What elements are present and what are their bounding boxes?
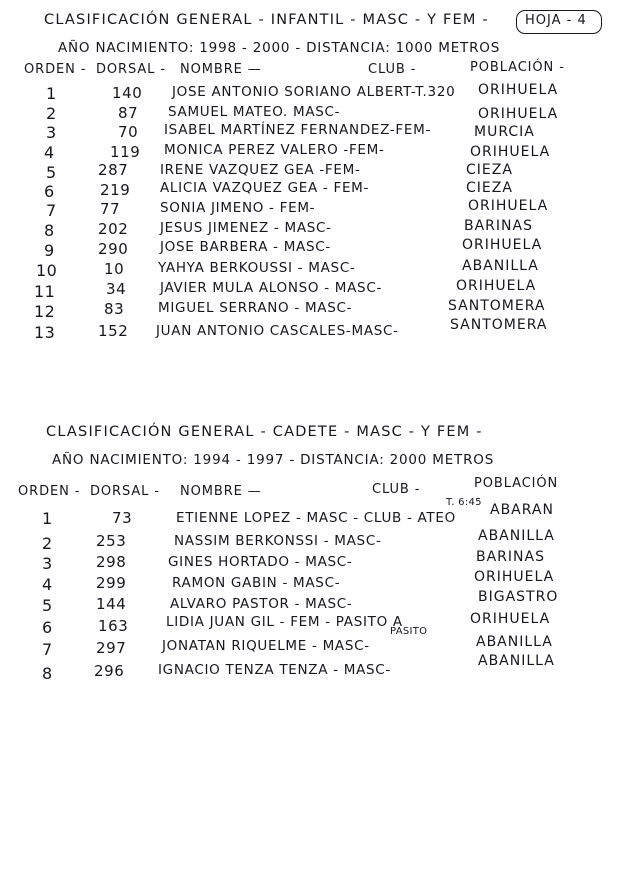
s1-row-8-club: BARINAS [464,218,533,234]
page-tag-box [516,10,602,34]
s1-row-4-dorsal: 119 [110,143,141,161]
s1-row-13-orden: 13 [34,323,56,342]
s1-row-12-club: SANTOMERA [448,298,546,314]
s2-row-5-dorsal: 144 [96,595,127,613]
s1-row-13-nombre: JUAN ANTONIO CASCALES-MASC- [156,323,399,339]
page-tag: HOJA - 4 [525,13,587,28]
s1-row-4-orden: 4 [44,143,55,162]
s2-row-8-orden: 8 [42,664,53,683]
s2-row-5-nombre: ALVARO PASTOR - MASC- [170,596,353,612]
section-1-header-dorsal: DORSAL - [96,62,166,77]
section-2-header-poblacion: POBLACIÓN [474,476,559,491]
s2-row-6-club: ORIHUELA [470,611,551,627]
s2-row-2-nombre: NASSIM BERKONSSI - MASC- [174,533,382,549]
s1-row-2-club: ORIHUELA [478,106,559,122]
s2-row-2-club: ABANILLA [478,528,555,544]
s2-row-1-orden: 1 [42,509,53,528]
section-2-header-nombre: NOMBRE — [180,484,262,499]
s1-row-1-nombre: JOSE ANTONIO SORIANO ALBERT-T.320 [172,84,456,100]
s2-row-7-dorsal: 297 [96,639,127,657]
s2-row-1-dorsal: 73 [112,509,133,527]
s1-row-4-club: ORIHUELA [470,144,551,160]
section-2-time-note: T. 6:45 [446,497,482,508]
s1-row-9-dorsal: 290 [98,240,129,258]
section-1-title: CLASIFICACIÓN GENERAL - INFANTIL - MASC - Y FEM - [44,12,489,28]
section-2-header-dorsal: DORSAL - [90,484,160,499]
s1-row-9-nombre: JOSE BARBERA - MASC- [160,239,331,255]
s1-row-11-nombre: JAVIER MULA ALONSO - MASC- [160,280,383,296]
s1-row-11-club: ORIHUELA [456,278,537,294]
s2-row-7-nombre-note: PASITO [390,626,428,637]
s2-row-5-club: BIGASTRO [478,589,559,605]
s1-row-8-orden: 8 [44,221,55,240]
s1-row-1-orden: 1 [46,84,57,103]
s1-row-6-club: CIEZA [466,180,513,196]
s2-row-2-dorsal: 253 [96,532,127,550]
s2-row-1-nombre: ETIENNE LOPEZ - MASC - CLUB - ATEO [176,510,456,526]
s1-row-1-dorsal: 140 [112,84,143,102]
s2-row-8-nombre: IGNACIO TENZA TENZA - MASC- [158,662,391,678]
s1-row-5-nombre: IRENE VAZQUEZ GEA -FEM- [160,162,361,178]
s1-row-10-nombre: YAHYA BERKOUSSI - MASC- [158,260,356,276]
s1-row-8-dorsal: 202 [98,220,129,238]
s1-row-5-club: CIEZA [466,162,513,178]
section-1-header-orden: ORDEN - [24,62,87,77]
s2-row-8-club: ABANILLA [478,653,555,669]
s1-row-10-club: ABANILLA [462,258,539,274]
s2-row-3-nombre: GINES HORTADO - MASC- [168,554,353,570]
s2-row-6-dorsal: 163 [98,617,129,635]
s1-row-1-club: ORIHUELA [478,82,559,98]
s2-row-2-orden: 2 [42,534,53,553]
s1-row-5-orden: 5 [46,163,57,182]
s1-row-7-nombre: SONIA JIMENO - FEM- [160,200,316,216]
s1-row-2-nombre: SAMUEL MATEO. MASC- [168,104,341,120]
section-2-header-orden: ORDEN - [18,484,81,499]
s2-row-6-nombre: LIDIA JUAN GIL - FEM - PASITO A [166,614,403,630]
s1-row-12-dorsal: 83 [104,300,125,318]
s2-row-4-club: ORIHUELA [474,569,555,585]
s1-row-4-nombre: MONICA PEREZ VALERO -FEM- [164,142,385,158]
s1-row-6-nombre: ALICIA VAZQUEZ GEA - FEM- [160,180,370,196]
s2-row-4-nombre: RAMON GABIN - MASC- [172,575,341,591]
s2-row-8-dorsal: 296 [94,662,125,680]
s1-row-10-dorsal: 10 [104,260,125,278]
s1-row-3-nombre: ISABEL MARTÍNEZ FERNANDEZ-FEM- [164,122,432,138]
s2-row-3-dorsal: 298 [96,553,127,571]
s1-row-2-dorsal: 87 [118,104,139,122]
s2-row-7-club: ABANILLA [476,634,553,650]
s1-row-3-dorsal: 70 [118,123,139,141]
s1-row-5-dorsal: 287 [98,161,129,179]
s1-row-3-orden: 3 [46,123,57,142]
s1-row-9-club: ORIHUELA [462,237,543,253]
section-2-subtitle: AÑO NACIMIENTO: 1994 - 1997 - DISTANCIA: 2000 METROS [52,452,495,468]
s2-row-3-orden: 3 [42,554,53,573]
s2-row-7-orden: 7 [42,640,53,659]
s1-row-6-orden: 6 [44,182,55,201]
s1-row-12-nombre: MIGUEL SERRANO - MASC- [158,300,353,316]
s1-row-7-dorsal: 77 [100,200,121,218]
s2-row-1-club: ABARAN [490,502,554,518]
s1-row-2-orden: 2 [46,104,57,123]
s1-row-11-dorsal: 34 [106,280,127,298]
s1-row-6-dorsal: 219 [100,181,131,199]
s1-row-13-dorsal: 152 [98,322,129,340]
s1-row-7-club: ORIHUELA [468,198,549,214]
s2-row-4-orden: 4 [42,575,53,594]
section-2-header-club: CLUB - [372,482,421,497]
s1-row-13-club: SANTOMERA [450,317,548,333]
s1-row-3-club: MURCIA [474,124,535,140]
section-1-subtitle: AÑO NACIMIENTO: 1998 - 2000 - DISTANCIA: 1000 METROS [58,40,501,56]
s1-row-12-orden: 12 [34,302,56,321]
s2-row-6-orden: 6 [42,618,53,637]
s1-row-8-nombre: JESUS JIMENEZ - MASC- [160,220,332,236]
s2-row-7-nombre: JONATAN RIQUELME - MASC- [162,638,370,654]
section-1-header-poblacion: POBLACIÓN - [470,60,565,75]
s1-row-9-orden: 9 [44,241,55,260]
s2-row-5-orden: 5 [42,596,53,615]
section-1-header-nombre: NOMBRE — [180,62,262,77]
s1-row-11-orden: 11 [34,282,56,301]
s1-row-7-orden: 7 [46,201,57,220]
s2-row-4-dorsal: 299 [96,574,127,592]
s2-row-3-club: BARINAS [476,549,545,565]
section-1-header-club: CLUB - [368,62,417,77]
s1-row-10-orden: 10 [36,261,58,280]
section-2-title: CLASIFICACIÓN GENERAL - CADETE - MASC - Y FEM - [46,424,483,440]
